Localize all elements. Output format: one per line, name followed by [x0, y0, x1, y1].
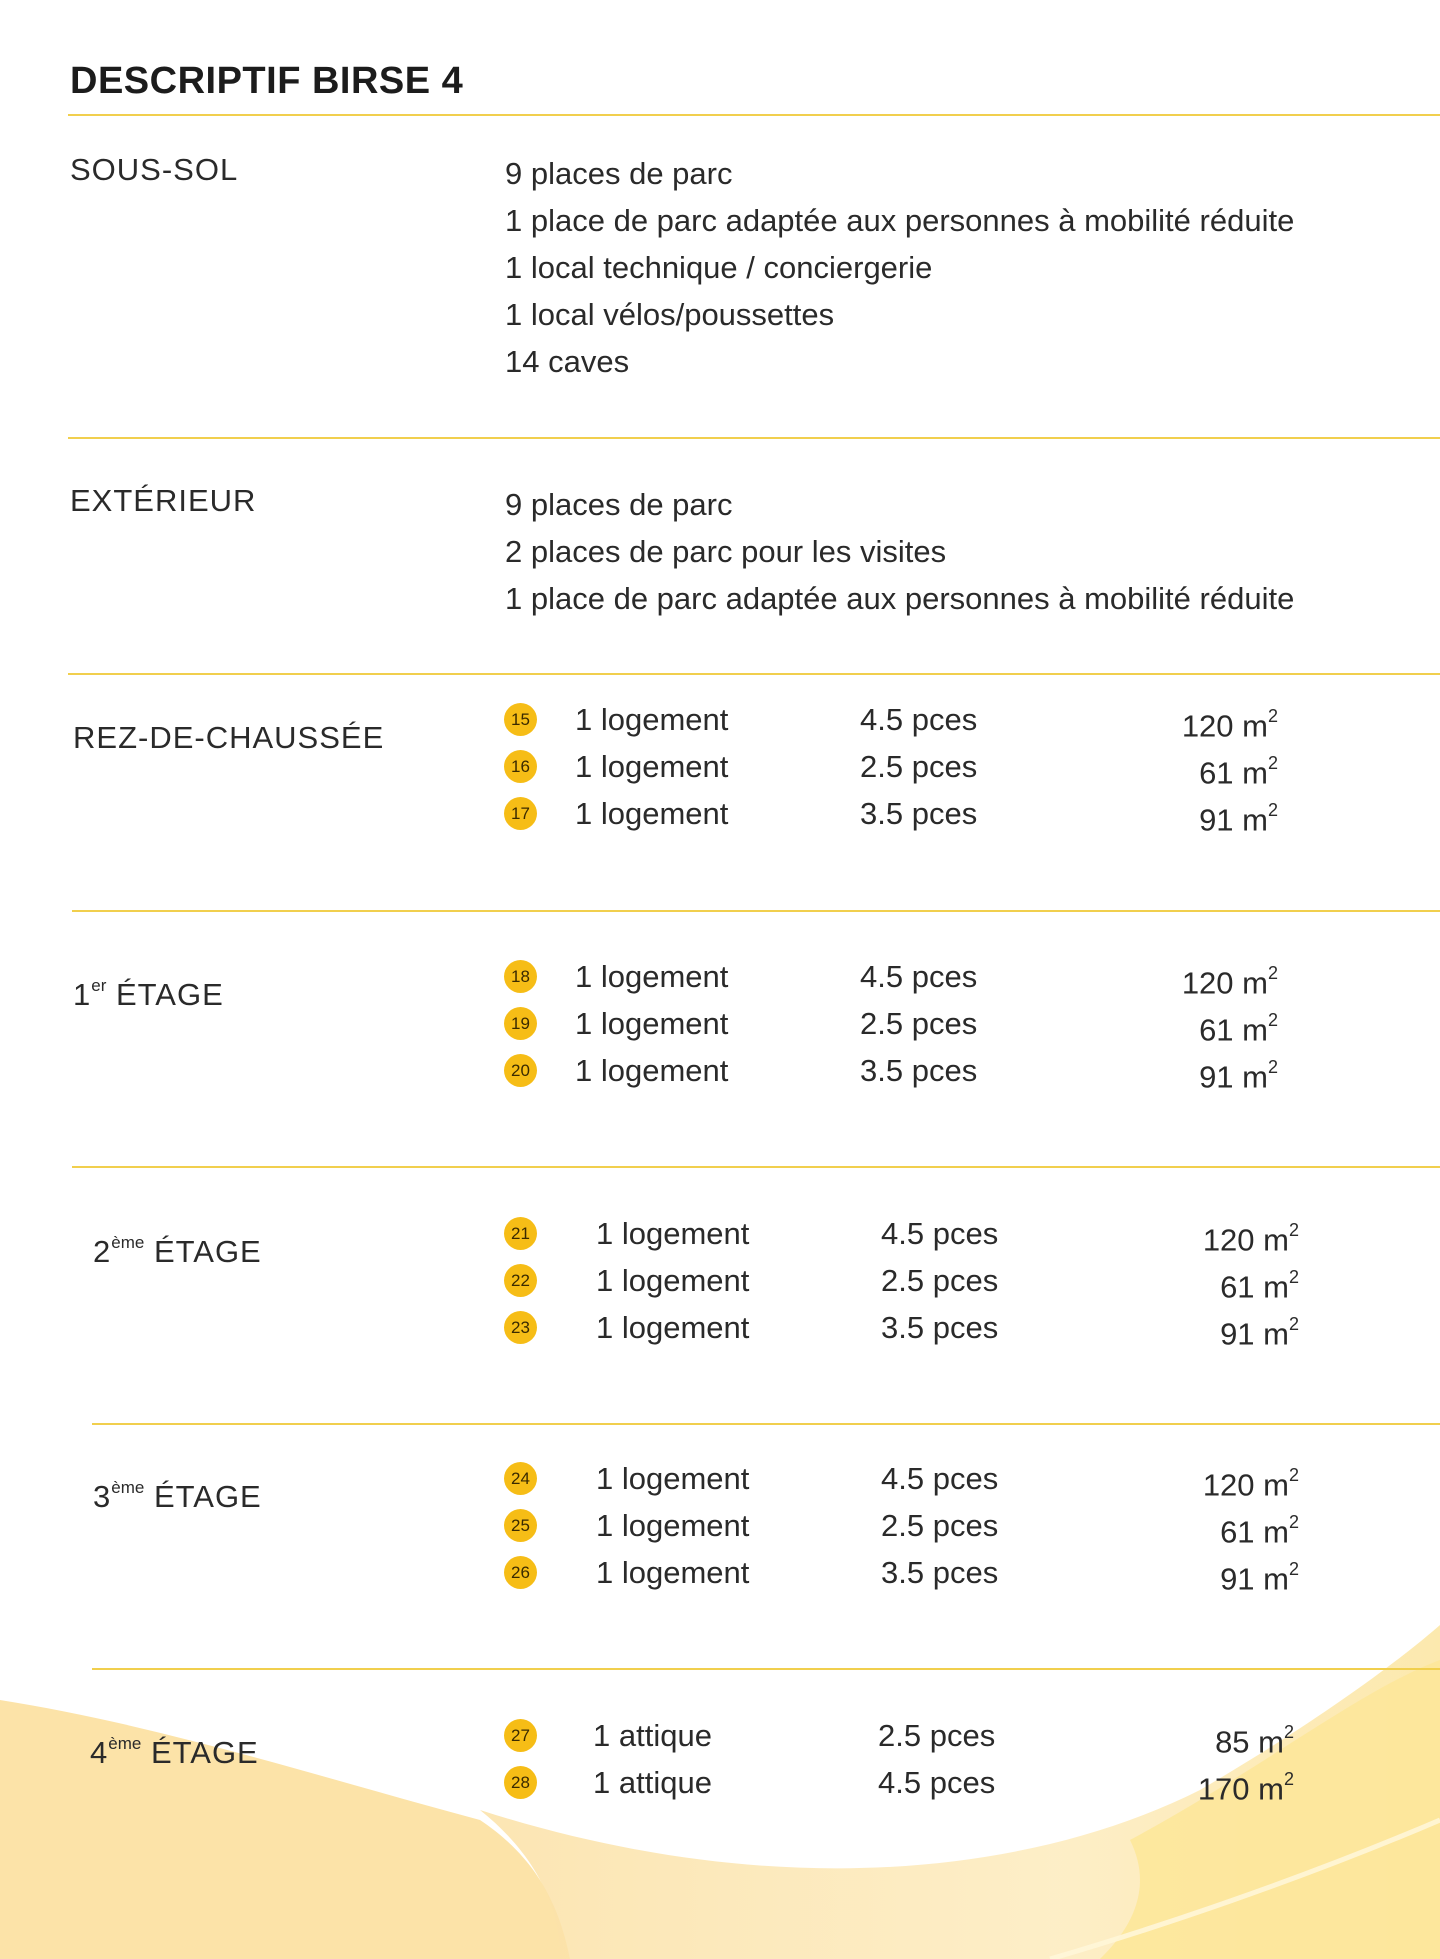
section-divider — [68, 114, 1440, 116]
section-divider — [92, 1668, 1440, 1670]
section-divider — [72, 910, 1440, 912]
unit-area: 120 $m^2$ — [1202, 1465, 1299, 1503]
unit-area: 61 $m^2$ — [1199, 753, 1278, 791]
unit-number-badge: 17 — [504, 797, 537, 830]
unit-number-badge: 24 — [504, 1462, 537, 1495]
unit-row — [504, 1455, 1299, 1502]
unit-number-badge: 26 — [504, 1556, 537, 1589]
unit-area: 120 $m^2$ — [1181, 706, 1278, 744]
unit-rooms: 3.5 pces — [881, 1555, 999, 1590]
etage-4-units — [504, 1712, 1294, 1806]
unit-number-badge: 25 — [504, 1509, 537, 1542]
unit-row — [504, 1257, 1299, 1304]
unit-row — [504, 1549, 1299, 1596]
list-item: 1 place de parc adaptée aux personnes à mobilité réduite — [505, 203, 1295, 238]
unit-row — [504, 696, 1278, 743]
unit-rooms: 2.5 pces — [878, 1718, 996, 1753]
section-divider — [92, 1423, 1440, 1425]
unit-description: 1 logement — [575, 1053, 729, 1088]
unit-description: 1 logement — [596, 1263, 750, 1298]
section-label-etage-4: 4ème ÉTAGE — [90, 1733, 259, 1770]
exterieur-list — [505, 481, 1294, 622]
section-label-etage-1: 1er ÉTAGE — [73, 975, 224, 1012]
section-divider — [72, 1166, 1440, 1168]
unit-row — [504, 1047, 1278, 1094]
etage-1-units — [504, 953, 1278, 1094]
unit-rooms: 2.5 pces — [881, 1263, 999, 1298]
unit-description: 1 logement — [575, 796, 729, 831]
unit-description: 1 logement — [596, 1216, 750, 1251]
unit-row — [504, 790, 1278, 837]
unit-area: 120 $m^2$ — [1181, 963, 1278, 1001]
unit-rooms: 4.5 pces — [860, 959, 978, 994]
unit-description: 1 attique — [593, 1765, 712, 1800]
unit-rooms: 3.5 pces — [860, 796, 978, 831]
unit-rooms: 4.5 pces — [878, 1765, 996, 1800]
unit-area: 170 $m^2$ — [1197, 1769, 1294, 1807]
unit-description: 1 logement — [575, 1006, 729, 1041]
list-item: 9 places de parc — [505, 487, 733, 522]
unit-number-badge: 23 — [504, 1311, 537, 1344]
etage-3-units — [504, 1455, 1299, 1596]
unit-area: 61 $m^2$ — [1220, 1512, 1299, 1550]
section-divider — [68, 437, 1440, 439]
unit-area: 61 $m^2$ — [1199, 1010, 1278, 1048]
unit-area: 91 $m^2$ — [1220, 1559, 1299, 1597]
section-label-exterieur: EXTÉRIEUR — [70, 483, 257, 518]
unit-row — [504, 1304, 1299, 1351]
unit-rooms: 3.5 pces — [860, 1053, 978, 1088]
unit-rooms: 2.5 pces — [881, 1508, 999, 1543]
unit-area: 61 $m^2$ — [1220, 1267, 1299, 1305]
unit-row — [504, 1759, 1294, 1806]
unit-area: 91 $m^2$ — [1220, 1314, 1299, 1352]
section-label-etage-2: 2ème ÉTAGE — [93, 1232, 262, 1269]
etage-2-units — [504, 1210, 1299, 1351]
unit-row — [504, 743, 1278, 790]
unit-number-badge: 22 — [504, 1264, 537, 1297]
unit-number-badge: 19 — [504, 1007, 537, 1040]
unit-description: 1 logement — [596, 1508, 750, 1543]
unit-description: 1 logement — [575, 959, 729, 994]
unit-description: 1 logement — [596, 1310, 750, 1345]
unit-description: 1 logement — [596, 1555, 750, 1590]
unit-rooms: 4.5 pces — [881, 1461, 999, 1496]
unit-area: 120 $m^2$ — [1202, 1220, 1299, 1258]
unit-row — [504, 953, 1278, 1000]
unit-number-badge: 18 — [504, 960, 537, 993]
unit-number-badge: 15 — [504, 703, 537, 736]
list-item: 14 caves — [505, 344, 630, 379]
unit-row — [504, 1502, 1299, 1549]
list-item: 2 places de parc pour les visites — [505, 534, 947, 569]
list-item: 1 place de parc adaptée aux personnes à mobilité réduite — [505, 581, 1295, 616]
unit-area: 91 $m^2$ — [1199, 1057, 1278, 1095]
list-item: 1 local vélos/poussettes — [505, 297, 835, 332]
unit-number-badge: 16 — [504, 750, 537, 783]
section-label-rez-de-chaussee: REZ-DE-CHAUSSÉE — [73, 720, 385, 755]
sous-sol-list — [505, 150, 1294, 385]
unit-area: 91 $m^2$ — [1199, 800, 1278, 838]
section-label-sous-sol: SOUS-SOL — [70, 152, 239, 187]
section-label-etage-3: 3ème ÉTAGE — [93, 1477, 262, 1514]
unit-rooms: 2.5 pces — [860, 1006, 978, 1041]
unit-description: 1 logement — [575, 749, 729, 784]
unit-rooms: 2.5 pces — [860, 749, 978, 784]
unit-row — [504, 1712, 1294, 1759]
unit-area: 85 $m^2$ — [1215, 1722, 1294, 1760]
list-item: 1 local technique / conciergerie — [505, 250, 933, 285]
unit-description: 1 logement — [596, 1461, 750, 1496]
unit-number-badge: 20 — [504, 1054, 537, 1087]
unit-number-badge: 21 — [504, 1217, 537, 1250]
unit-number-badge: 28 — [504, 1766, 537, 1799]
list-item: 9 places de parc — [505, 156, 733, 191]
unit-number-badge: 27 — [504, 1719, 537, 1752]
unit-rooms: 3.5 pces — [881, 1310, 999, 1345]
section-divider — [68, 673, 1440, 675]
unit-rooms: 4.5 pces — [860, 702, 978, 737]
unit-row — [504, 1000, 1278, 1047]
page-title: DESCRIPTIF BIRSE 4 — [70, 60, 464, 102]
rez-units — [504, 696, 1278, 837]
unit-description: 1 logement — [575, 702, 729, 737]
unit-row — [504, 1210, 1299, 1257]
unit-description: 1 attique — [593, 1718, 712, 1753]
unit-rooms: 4.5 pces — [881, 1216, 999, 1251]
